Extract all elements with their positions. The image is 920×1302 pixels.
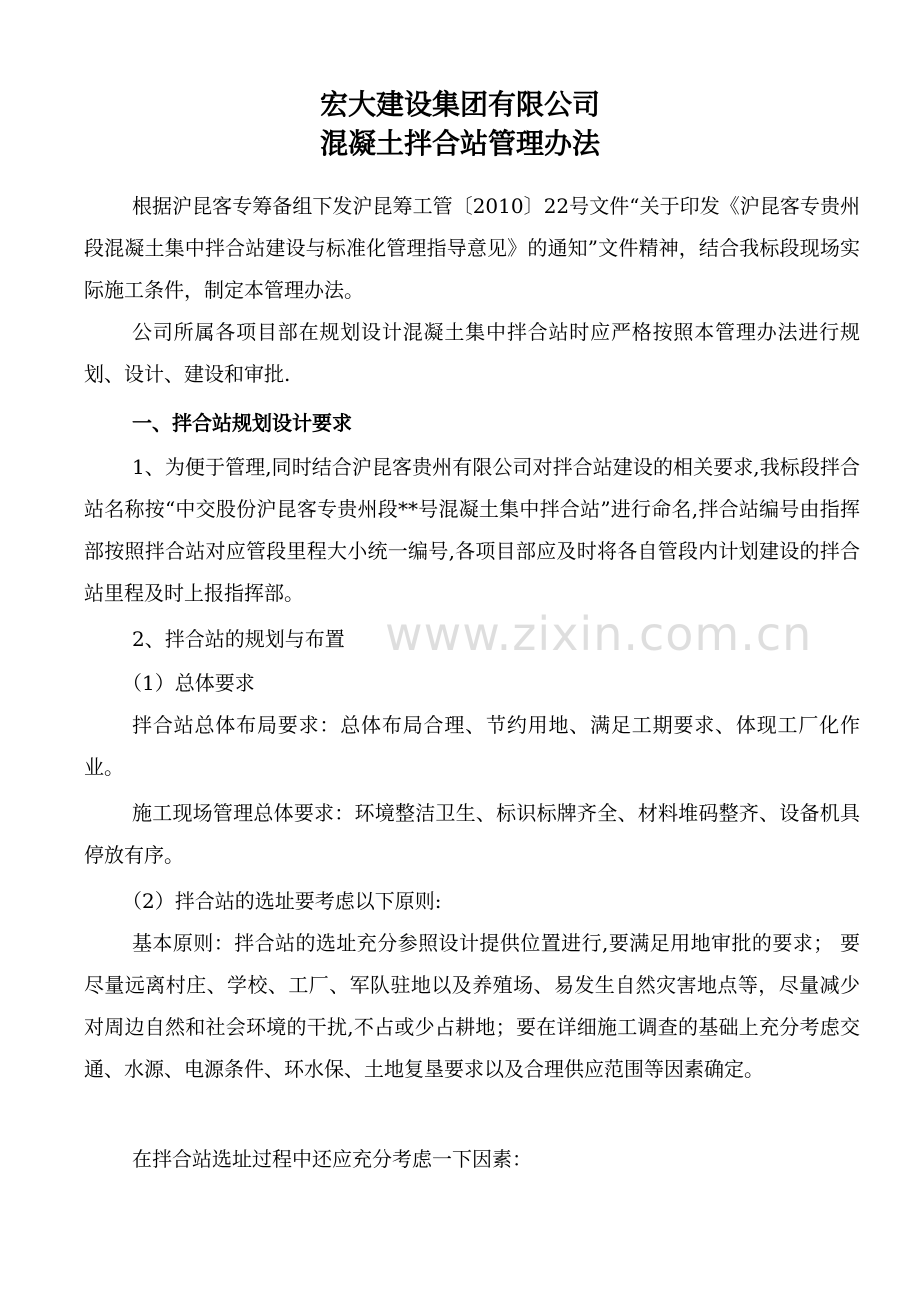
document-title: 混凝土拌合站管理办法	[319, 127, 600, 160]
subsection-site-selection: （2）拌合站的选址要考虑以下原则:	[122, 889, 442, 913]
watermark: www.zixin.com.cn	[385, 607, 813, 661]
paragraph-site-management: 施工现场管理总体要求：环境整洁卫生、标识标牌齐全、材料堆码整齐、设备机具停放有序。	[84, 801, 860, 867]
subsection-general: （1）总体要求	[122, 671, 255, 695]
paragraph-overall-layout: 拌合站总体布局要求：总体布局合理、节约用地、满足工期要求、体现工厂化作业。	[84, 713, 860, 779]
subsection-layout: 2、拌合站的规划与布置	[132, 627, 345, 651]
paragraph-naming: 1、为便于管理,同时结合沪昆客贵州有限公司对拌合站建设的相关要求,我标段拌合站名称按“中交股份沪昆客专贵州段**号混凝土集中拌合站”进行命名,拌合站编号由指挥部按照拌合站对应管段里程大小统一编号,各项目部应及时将各自管段内计划建设的拌合站里程及时上报指挥部。	[84, 455, 860, 605]
section-heading-1: 一、拌合站规划设计要求	[132, 411, 352, 435]
paragraph-basic-principles: 基本原则：拌合站的选址充分参照设计提供位置进行,要满足用地审批的要求； 要尽量远离村庄、学校、工厂、军队驻地以及养殖场、易发生自然灾害地点等，尽量减少对周边自然和社会环境的干扰,不占或少占耕地；要在详细施工调查的基础上充分考虑交通、水源、电源条件、环水保、土地复垦要求以及合理供应范围等因素确定。	[84, 931, 860, 1081]
company-title: 宏大建设集团有限公司	[319, 88, 600, 121]
paragraph-scope: 公司所属各项目部在规划设计混凝土集中拌合站时应严格按照本管理办法进行规划、设计、建设和审批.	[84, 320, 860, 386]
paragraph-factors-intro: 在拌合站选址过程中还应充分考虑一下因素：	[132, 1147, 532, 1171]
paragraph-basis: 根据沪昆客专筹备组下发沪昆筹工管〔2010〕22号文件“关于印发《沪昆客专贵州段混凝土集中拌合站建设与标准化管理指导意见》的通知”文件精神，结合我标段现场实际施工条件，制定本管理办法。	[84, 194, 860, 302]
